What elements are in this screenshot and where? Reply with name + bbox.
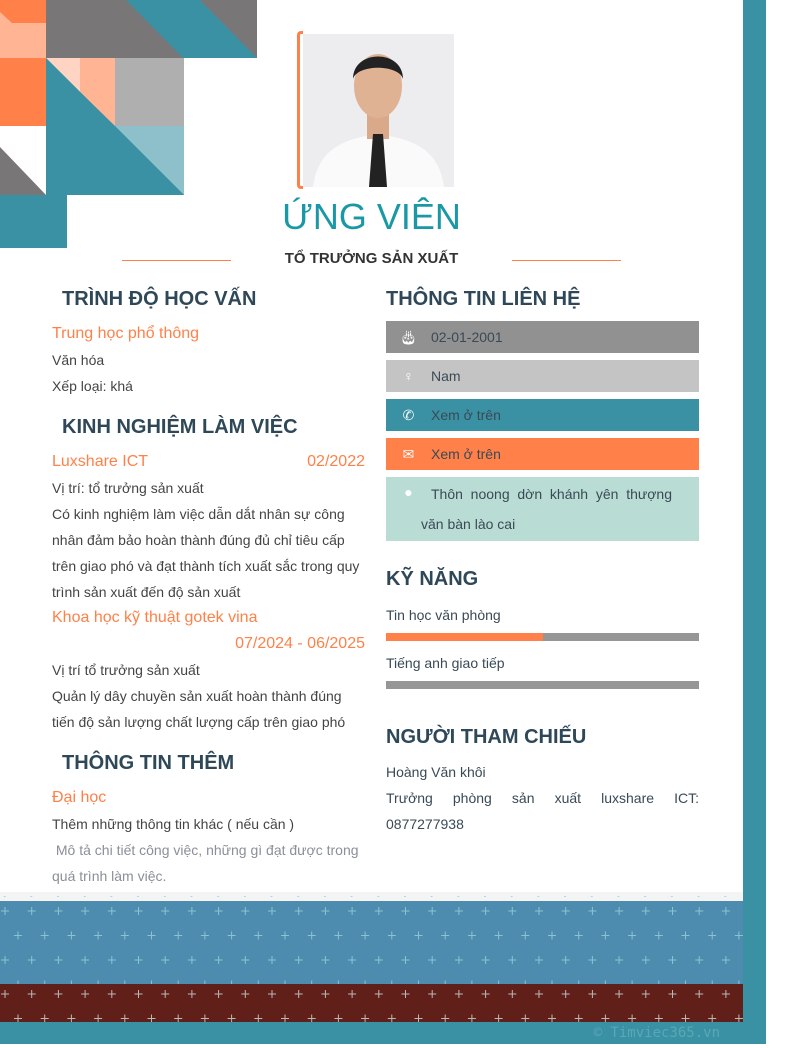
phone-value: Xem ở trên [431,407,501,423]
extra-info-subtitle: Đại học [52,789,107,806]
avatar-photo [303,34,454,187]
right-column [386,285,699,837]
extra-info-desc: Mô tả chi tiết công việc, những gì đạt được trong quá trình làm việc. [52,842,363,884]
experience-heading: KINH NGHIỆM LÀM VIỆC [62,416,298,438]
footer-strip-maroon [0,984,743,1022]
reference-name: Hoàng Văn khôi [386,764,486,780]
gender-icon: ♀ [403,368,414,384]
contact-email [386,438,699,470]
watermark: © Timviec365.vn [593,1025,720,1041]
skill-name: Tiếng anh giao tiếp [386,655,505,671]
skill-bar [386,681,699,689]
gender-value: Nam [431,368,461,384]
education-section [52,285,365,399]
experience-role: Vị trí: tổ trưởng sản xuất [52,480,204,496]
contact-birthday [386,321,699,353]
phone-icon: ✆ [402,406,415,423]
map-pin-icon: ● [404,484,413,500]
extra-info-line: Thêm những thông tin khác ( nếu cần ) [52,816,295,832]
reference-heading: NGƯỜI THAM CHIẾU [386,726,587,748]
education-grade: Xếp loại: khá [52,378,133,394]
experience-company: Luxshare ICT [52,453,149,470]
experience-item-header [52,449,365,475]
experience-desc: Có kinh nghiệm làm việc dẫn dắt nhân sự công nhân đảm bảo hoàn thành đúng đủ chỉ tiêu cấp trên giao phó và đạt thành tích xuất sắc trong quy trình sản xuất đến độ sản xuất [52,506,360,600]
birthday-value: 02-01-2001 [431,329,503,345]
address-value: Thôn noong dờn khánh yên thượng văn bàn lào cai [421,486,672,532]
left-column [52,285,365,903]
contact-phone [386,399,699,431]
experience-role: Vị trí tổ trưởng sản xuất [52,662,200,678]
candidate-name: ỨNG VIÊN [282,196,461,237]
education-major: Văn hóa [52,352,105,368]
envelope-icon: ✉ [402,445,415,462]
skill-bar [386,633,699,641]
contact-heading: THÔNG TIN LIÊN HỆ [386,288,581,310]
experience-section [52,413,365,735]
contact-address [386,477,699,541]
contact-gender [386,360,699,392]
skills-heading: KỸ NĂNG [386,568,479,590]
reference-info: Trưởng phòng sản xuất luxshare ICT: 0877277938 [386,790,699,832]
footer-strip-blue [0,901,743,984]
experience-date: 02/2022 [307,453,365,470]
right-accent-band [743,0,766,1044]
experience-desc: Quản lý dây chuyền sản xuất hoàn thành đúng tiến độ sản lượng chất lượng cấp trên giao phó [52,688,346,730]
job-position: TỔ TRƯỞNG SẢN XUẤT [284,250,459,267]
experience-date: 07/2024 - 06/2025 [235,635,365,652]
experience-company: Khoa học kỹ thuật gotek vina [52,609,258,626]
education-heading: TRÌNH ĐỘ HỌC VẤN [62,288,257,310]
extra-info-heading: THÔNG TIN THÊM [62,752,235,774]
email-value: Xem ở trên [431,446,501,462]
skill-name: Tin học văn phòng [386,607,501,623]
birthday-cake-icon: 🎂︎ [399,328,418,345]
extra-info-section [52,749,365,889]
education-school: Trung học phổ thông [52,325,200,342]
footer-strip-light [0,892,743,901]
skill-bar-fill [386,633,543,641]
